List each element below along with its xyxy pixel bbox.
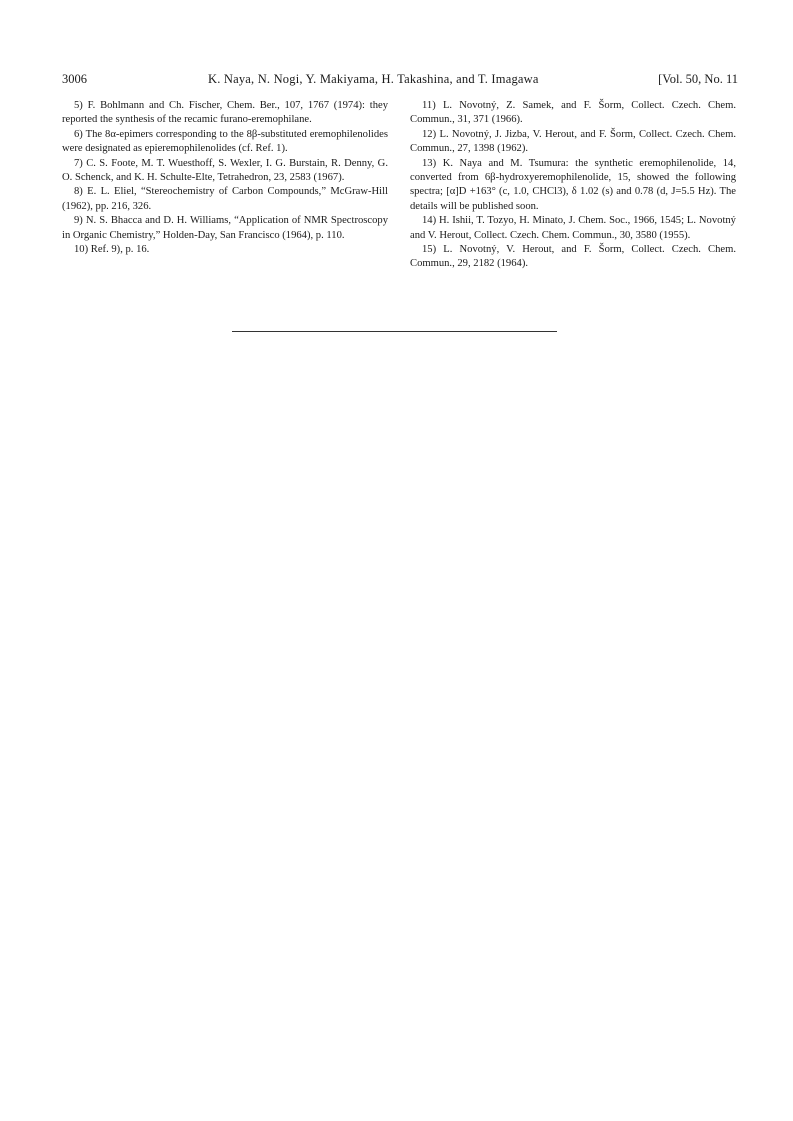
reference-item: 9) N. S. Bhacca and D. H. Williams, “Application of NMR Spectroscopy in Organic Chemistry,” Holden-Day, San Francisco (1964), p. 110. bbox=[62, 215, 388, 241]
reference-item: 8) E. L. Eliel, “Stereochemistry of Carbon Compounds,” McGraw-Hill (1962), pp. 216, 326. bbox=[62, 186, 388, 212]
header-volume: [Vol. 50, No. 11 bbox=[658, 72, 738, 86]
reference-item: 12) L. Novotný, J. Jizba, V. Herout, and F. Šorm, Collect. Czech. Chem. Commun., 27, 1398 (1962). bbox=[410, 128, 736, 155]
section-end-rule bbox=[232, 331, 557, 332]
reference-item: 6) The 8α-epimers corresponding to the 8β-substituted eremophilenolides were designated as epieremophilenolides (cf. Ref. 1). bbox=[62, 128, 388, 155]
reference-item: 7) C. S. Foote, M. T. Wuesthoff, S. Wexler, I. G. Burstain, R. Denny, G. O. Schenck, and K. H. Schulte-Elte, Tetrahedron, 23, 2583 (1967). bbox=[62, 157, 388, 184]
reference-item: 13) K. Naya and M. Tsumura: the synthetic eremophilenolide, 14, converted from 6β-hydroxyeremophilenolide, 15, showed the following spectra; [α]D +163° (c, 1.0, CHCl3), δ 1.02 (s) and 0.78 (d, J=5.5 Hz). The details will be published soon. bbox=[410, 157, 736, 212]
reference-item: 14) H. Ishii, T. Tozyo, H. Minato, J. Chem. Soc., 1966, 1545; L. Novotný and V. Herout, Collect. Czech. Chem. Commun., 30, 3580 (1955). bbox=[410, 215, 736, 241]
reference-item: 11) L. Novotný, Z. Samek, and F. Šorm, Collect. Czech. Chem. Commun., 31, 371 (1966). bbox=[410, 100, 736, 126]
header-authors: K. Naya, N. Nogi, Y. Makiyama, H. Takashina, and T. Imagawa bbox=[208, 72, 539, 86]
references-left-column bbox=[62, 99, 388, 257]
reference-item: 10) Ref. 9), p. 16. bbox=[74, 244, 150, 256]
page-number: 3006 bbox=[62, 72, 87, 86]
running-header bbox=[62, 72, 738, 88]
reference-item: 15) L. Novotný, V. Herout, and F. Šorm, Collect. Czech. Chem. Commun., 29, 2182 (1964). bbox=[410, 244, 736, 270]
reference-item: 5) F. Bohlmann and Ch. Fischer, Chem. Ber., 107, 1767 (1974): they reported the synthesis of the recamic furano-eremophilane. bbox=[62, 100, 388, 126]
references-right-column bbox=[410, 99, 736, 272]
